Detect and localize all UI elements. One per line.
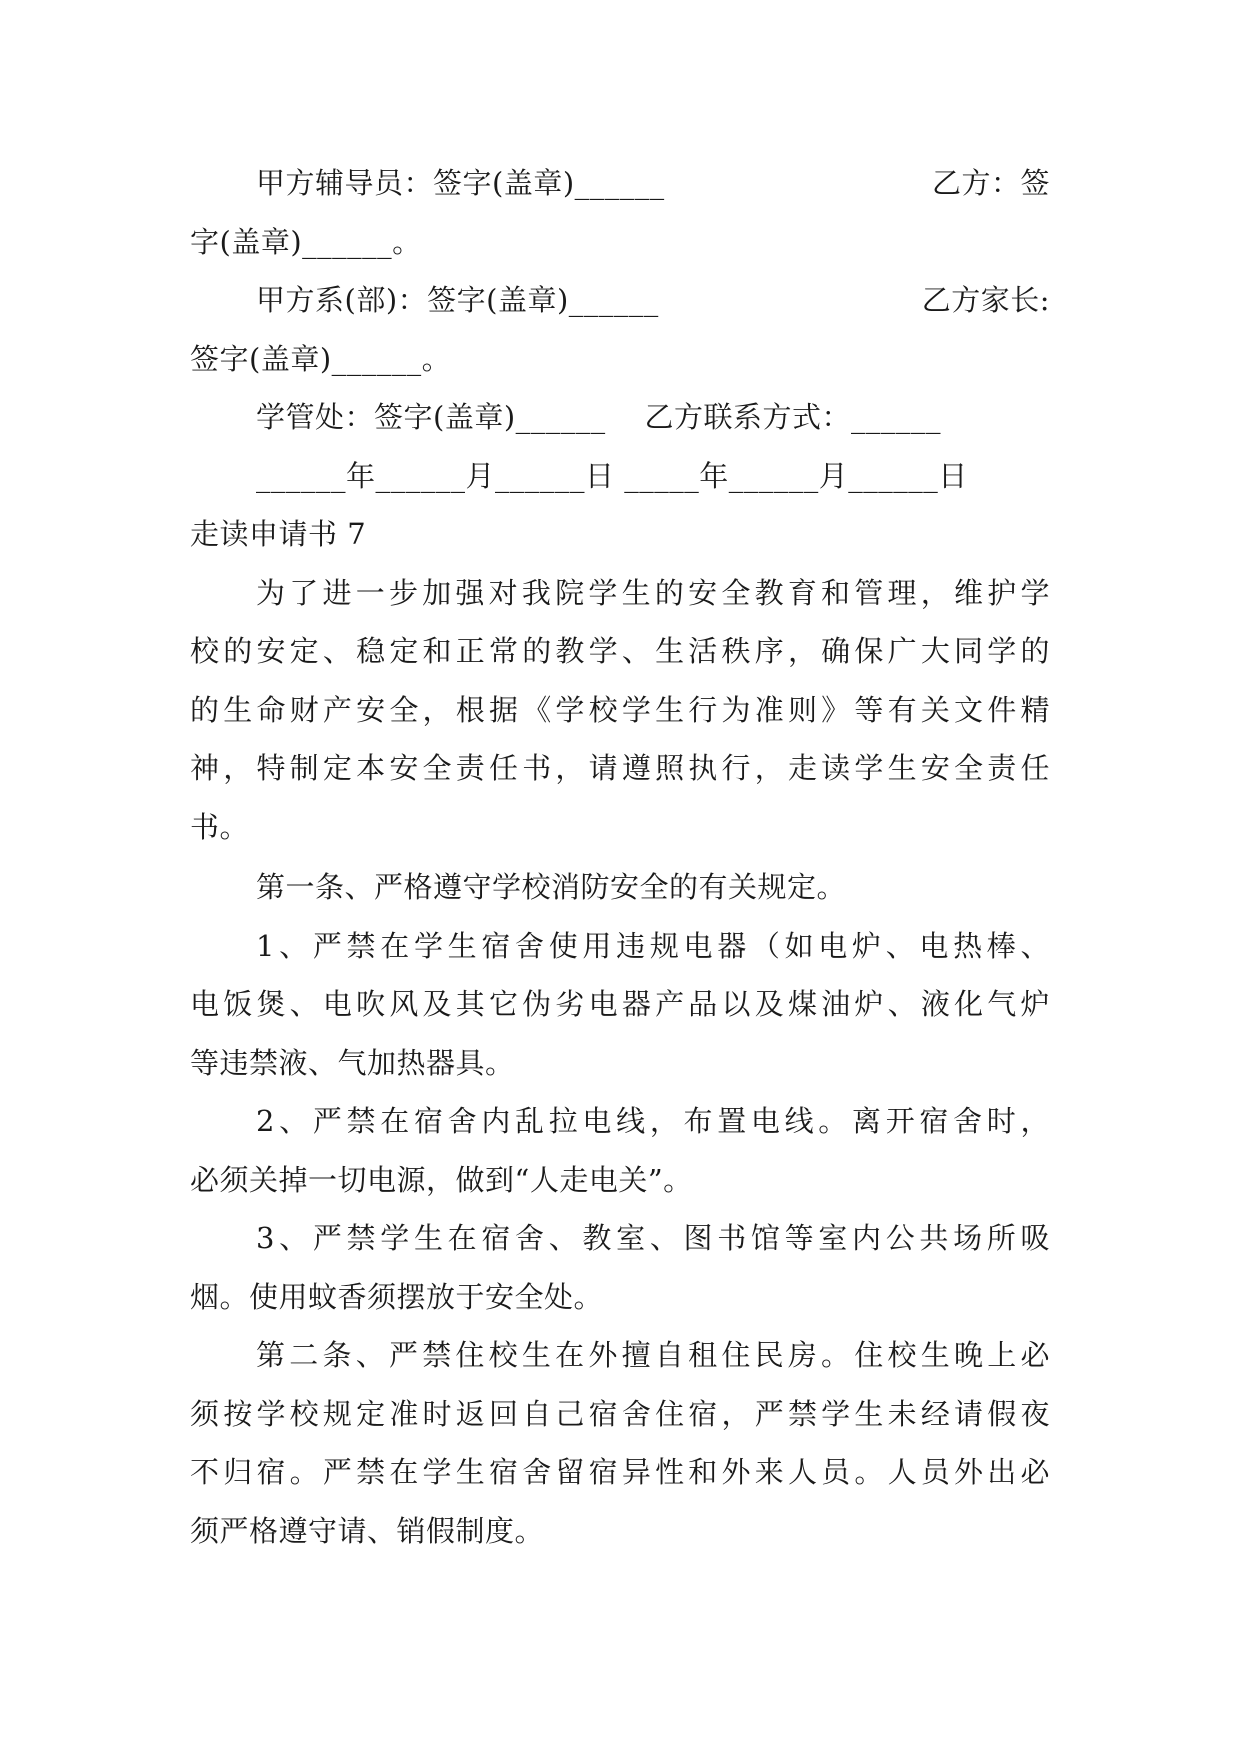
paragraph-line: 第二条、严禁住校生在外擅自租住民房。住校生晚上必 (256, 1338, 1050, 1372)
party-b-parent-label: 乙方家长: (921, 283, 1050, 317)
paragraph-line: 烟。使用蚊香须摆放于安全处。 (190, 1279, 604, 1314)
intro-paragraph (190, 564, 1050, 857)
paragraph-line: 电饭煲、电吹风及其它伪劣电器产品以及煤油炉、液化气炉 (190, 987, 1050, 1021)
article-1-item-2 (190, 1092, 1050, 1209)
paragraph-line: 为了进一步加强对我院学生的安全教育和管理，维护学 (256, 575, 1050, 610)
signature-line-1 (190, 154, 1050, 213)
party-a-counselor-signature: 甲方辅导员：签字(盖章)______ (256, 166, 665, 200)
paragraph-line: 的生命财产安全，根据《学校学生行为准则》等有关文件精 (190, 692, 1050, 727)
paragraph-line: 1、严禁在学生宿舍使用违规电器（如电炉、电热棒、 (256, 928, 1050, 963)
signature-line-3 (190, 271, 1050, 330)
section-title: 走读申请书 7 (190, 517, 367, 551)
date-line: ______年______月______日 _____年______月______日 (256, 458, 968, 493)
paragraph-line: 3、严禁学生在宿舍、教室、图书馆等室内公共场所吸 (256, 1221, 1050, 1255)
article-2-paragraph (190, 1326, 1050, 1560)
article-1-heading: 第一条、严格遵守学校消防安全的有关规定。 (256, 870, 847, 904)
paragraph-line: 校的安定、稳定和正常的教学、生活秩序，确保广大同学的 (190, 634, 1050, 668)
party-b-signature-start: 乙方：签 (931, 166, 1050, 200)
signature-line-4: 签字(盖章)______。 (190, 341, 452, 376)
article-1-item-1 (190, 917, 1050, 1093)
signature-line-5: 学管处：签字(盖章)______ 乙方联系方式：______ (256, 400, 942, 434)
paragraph-line: 神，特制定本安全责任书，请遵照执行，走读学生安全责任 (190, 751, 1050, 785)
paragraph-line: 须按学校规定准时返回自己宿舍住宿，严禁学生未经请假夜 (190, 1396, 1050, 1431)
paragraph-line: 书。 (190, 809, 250, 844)
document-body (190, 154, 1050, 1560)
paragraph-line: 2、严禁在宿舍内乱拉电线，布置电线。离开宿舍时， (256, 1104, 1050, 1138)
party-a-department-signature: 甲方系(部)：签字(盖章)______ (256, 283, 659, 317)
paragraph-line: 必须关掉一切电源，做到“人走电关”。 (190, 1162, 693, 1197)
paragraph-line: 须严格遵守请、销假制度。 (190, 1513, 545, 1548)
article-1-item-3 (190, 1209, 1050, 1326)
paragraph-line: 不归宿。严禁在学生宿舍留宿异性和外来人员。人员外出必 (190, 1455, 1050, 1489)
signature-line-2: 字(盖章)______。 (190, 224, 422, 259)
paragraph-line: 等违禁液、气加热器具。 (190, 1045, 515, 1080)
